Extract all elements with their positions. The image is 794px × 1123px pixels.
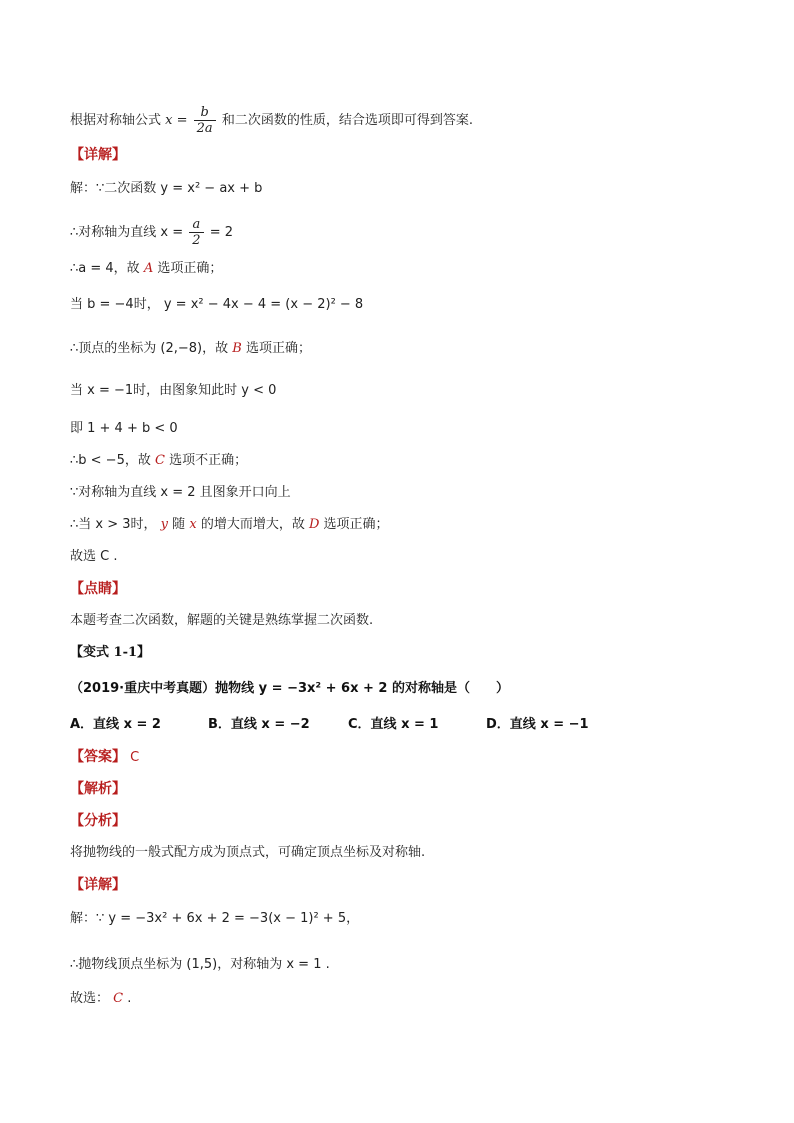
fraction-b-over-2a xyxy=(194,105,216,136)
axis-line xyxy=(70,216,754,250)
detail-heading: 【详解】 xyxy=(70,147,126,163)
option-letter: D xyxy=(308,517,320,532)
fraction-numerator: a xyxy=(189,217,203,233)
choice-line: 故选 C . xyxy=(70,549,118,564)
text-segment: ∴b < −5，故 xyxy=(70,453,151,468)
option-c: C．直线 x = 1 xyxy=(348,717,439,732)
variable-x: x xyxy=(189,517,197,532)
solution-line xyxy=(70,448,754,474)
options-row xyxy=(70,712,754,738)
question-text: （2019·重庆中考真题）抛物线 y = −3x² + 6x + 2 的对称轴是（ ） xyxy=(70,681,509,696)
text-segment: ∴当 x > 3时， xyxy=(70,517,157,532)
solution-line: 解：∵ y = −3x² + 6x + 2 = −3(x − 1)² + 5， xyxy=(70,911,360,926)
variant-heading: 【变式 1-1】 xyxy=(70,645,151,660)
solution-line: 当 x = −1时，由图象知此时 y < 0 xyxy=(70,383,277,398)
answer-value: C xyxy=(130,750,140,765)
variable-y: y xyxy=(160,517,169,532)
solution-line xyxy=(70,256,754,282)
option-letter: C xyxy=(155,453,165,468)
solution-line xyxy=(70,336,754,362)
answer-label: 【答案】 xyxy=(70,749,126,765)
answer-line xyxy=(70,744,754,770)
option-b: B．直线 x = −2 xyxy=(208,717,310,732)
text-segment: . xyxy=(127,991,132,1006)
detail-heading-2: 【详解】 xyxy=(70,877,126,893)
text-segment: ∴对称轴为直线 x = xyxy=(70,225,184,240)
fraction-numerator: b xyxy=(194,105,216,121)
fraction-denominator: 2 xyxy=(192,233,201,248)
option-letter: C xyxy=(113,991,124,1006)
text-segment: 选项正确； xyxy=(157,261,223,276)
formula-lhs: x = xyxy=(165,113,188,128)
text-segment: 故选： xyxy=(70,991,110,1006)
text-segment: 随 xyxy=(172,517,186,532)
text-segment: 选项不正确； xyxy=(169,453,248,468)
solution-line: 解：∵二次函数 y = x² − ax + b xyxy=(70,181,263,196)
fenxi-heading: 【分析】 xyxy=(70,813,126,829)
text-segment: = 2 xyxy=(209,225,233,240)
analysis-heading: 【解析】 xyxy=(70,781,126,797)
solution-line: ∵对称轴为直线 x = 2 且图象开口向上 xyxy=(70,485,291,500)
solution-line: 当 b = −4时， y = x² − 4x − 4 = (x − 2)² − 8 xyxy=(70,297,364,312)
fraction-a-over-2 xyxy=(189,217,203,248)
text-segment: 选项正确； xyxy=(323,517,389,532)
text-segment: 的增大而增大，故 xyxy=(200,517,305,532)
fraction-denominator: 2a xyxy=(196,121,213,136)
method-line xyxy=(70,104,754,138)
option-d: D．直线 x = −1 xyxy=(486,717,589,732)
solution-line xyxy=(70,512,754,538)
comment-heading: 【点睛】 xyxy=(70,581,126,597)
text-segment: 根据对称轴公式 xyxy=(70,113,162,128)
text-segment: ∴a = 4，故 xyxy=(70,261,140,276)
option-letter: A xyxy=(143,261,154,276)
option-letter: B xyxy=(232,341,242,356)
comment-text: 本题考查二次函数，解题的关键是熟练掌握二次函数. xyxy=(70,613,374,628)
option-a: A．直线 x = 2 xyxy=(70,717,161,732)
text-segment: 和二次函数的性质，结合选项即可得到答案. xyxy=(221,113,473,128)
solution-line: ∴抛物线顶点坐标为 (1,5)，对称轴为 x = 1 . xyxy=(70,957,330,972)
text-segment: 选项正确； xyxy=(245,341,311,356)
solution-line: 即 1 + 4 + b < 0 xyxy=(70,421,178,436)
text-segment: ∴顶点的坐标为 (2,−8)，故 xyxy=(70,341,229,356)
choice-line xyxy=(70,986,754,1012)
fenxi-text: 将抛物线的一般式配方成为顶点式，可确定顶点坐标及对称轴. xyxy=(70,845,426,860)
